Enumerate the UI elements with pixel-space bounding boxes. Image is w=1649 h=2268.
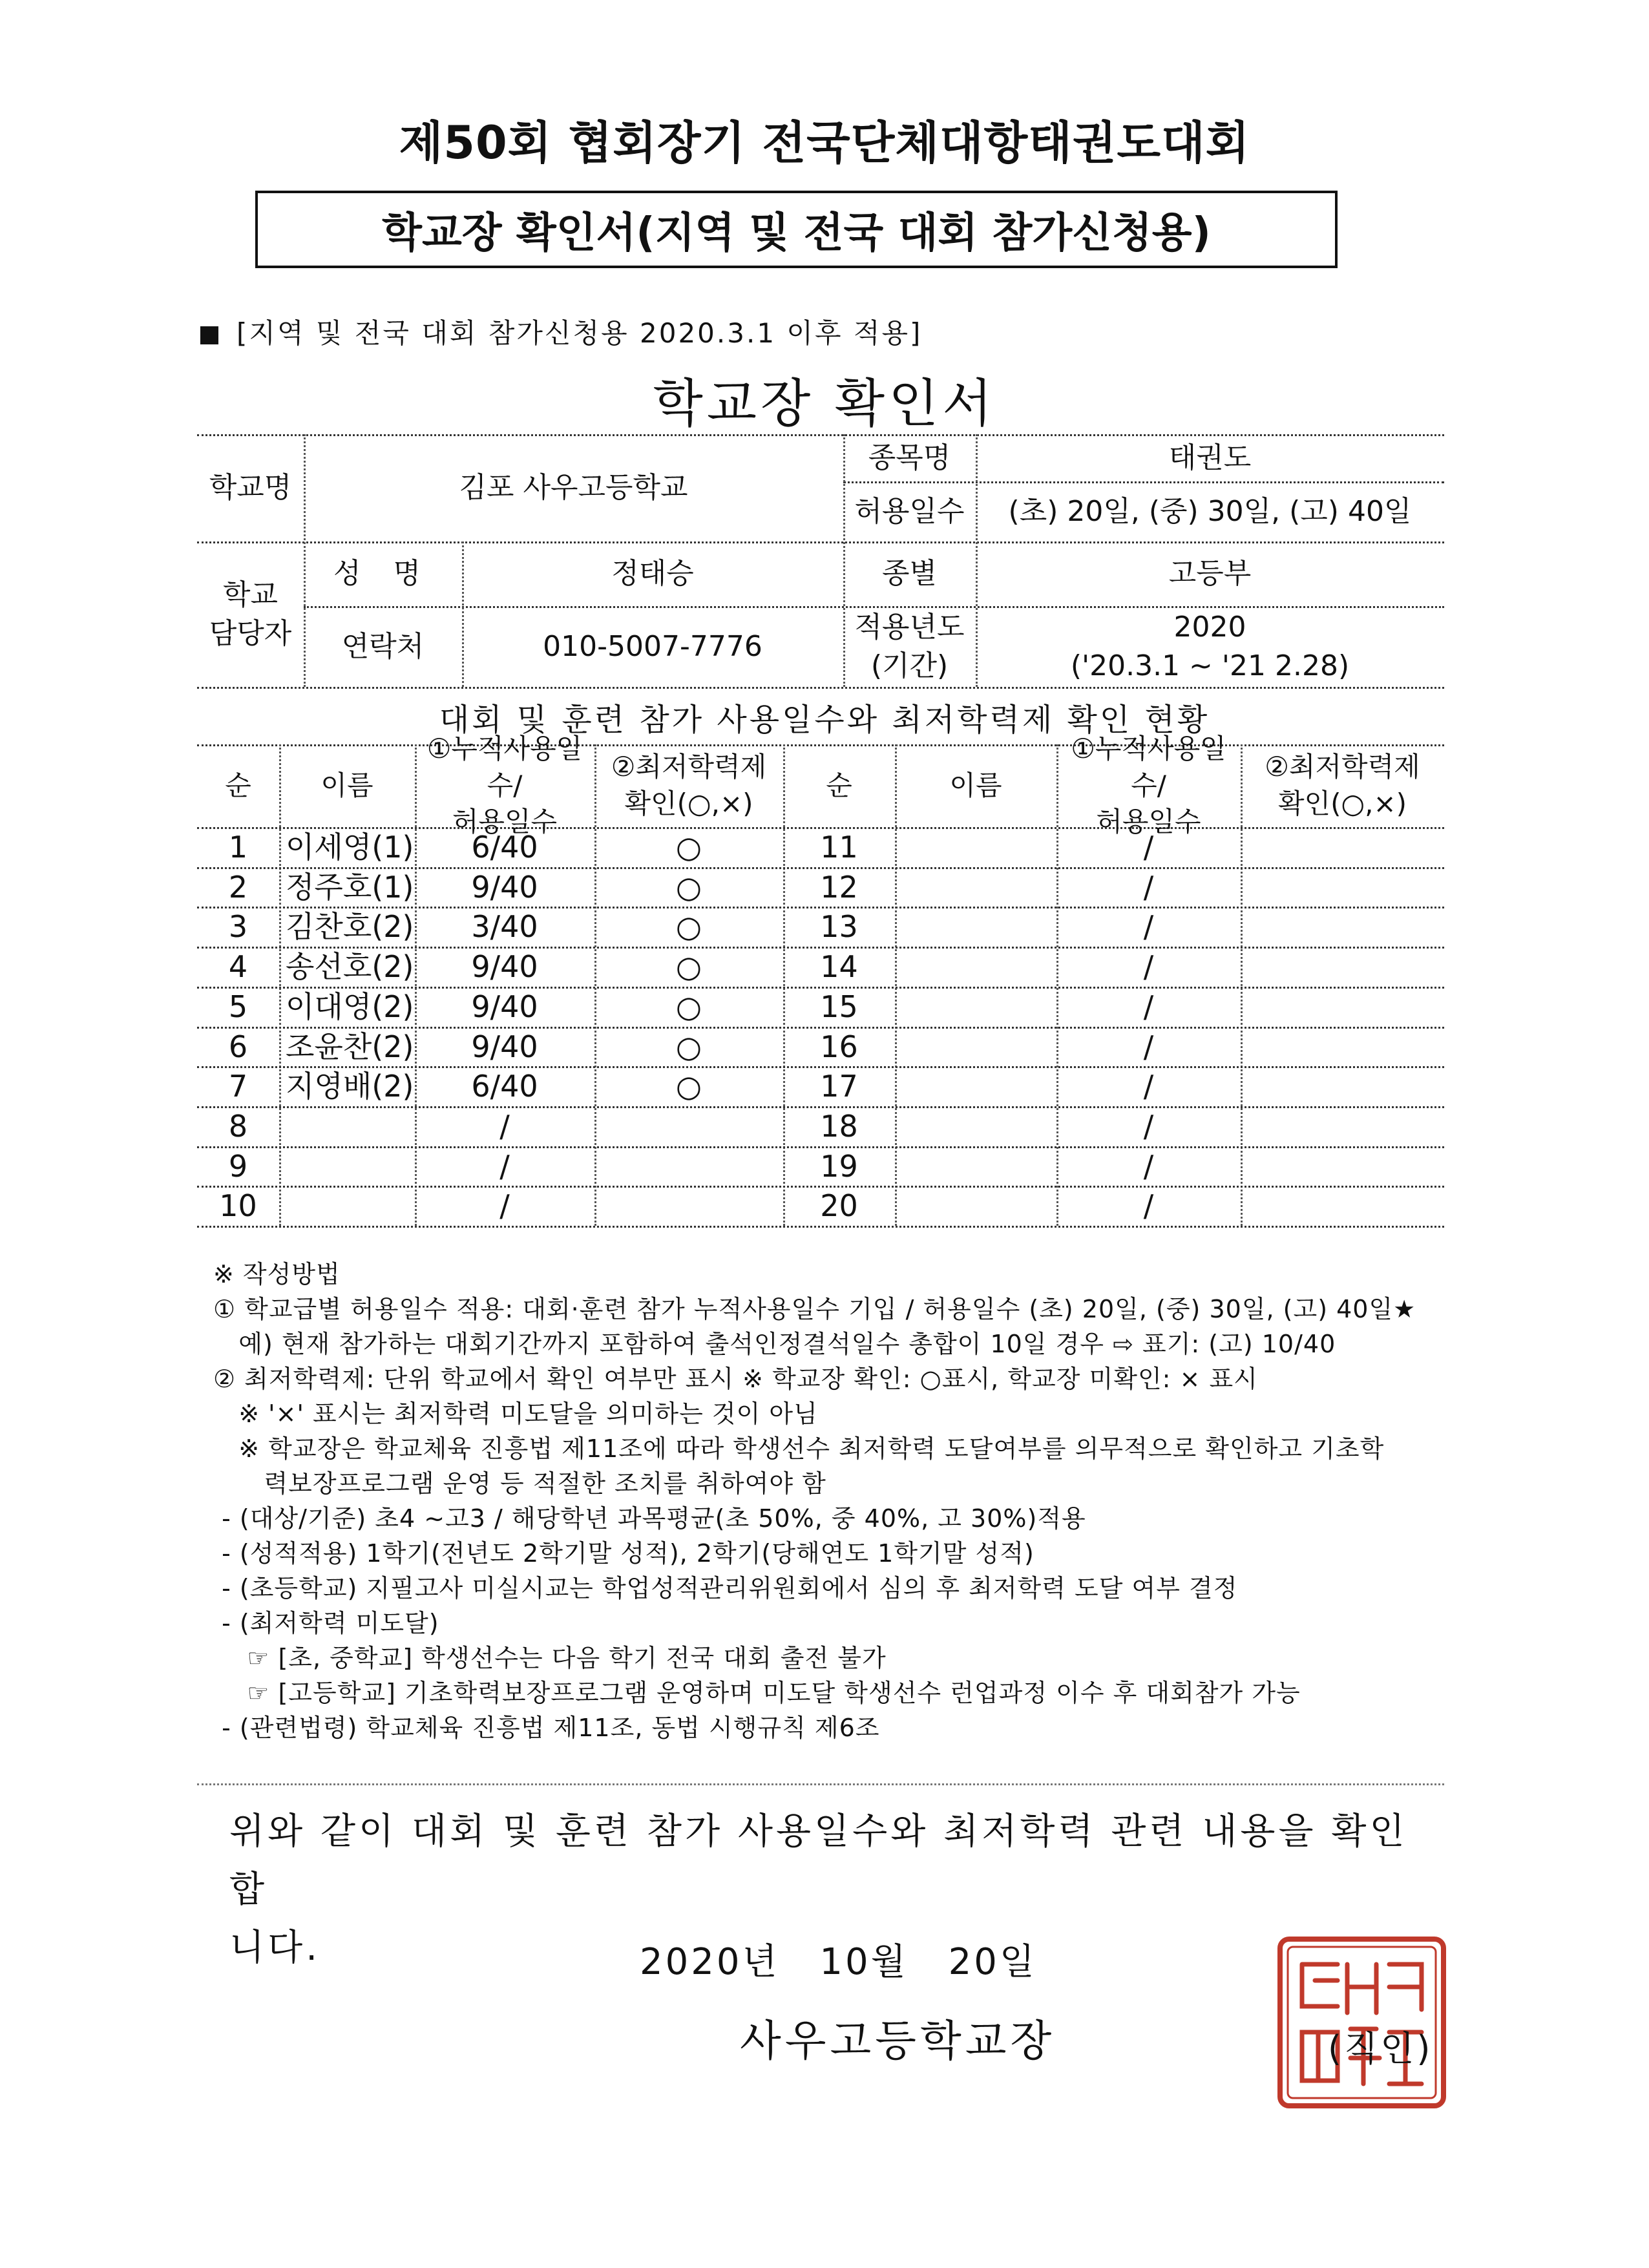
status-heading: 대회 및 훈련 참가 사용일수와 최저학력제 확인 현황: [439, 702, 1210, 738]
instruction-line: ☞ [초, 중학교] 학생선수는 다음 학기 전국 대회 출전 불가: [213, 1644, 887, 1672]
status-cell-name2: [895, 1106, 1063, 1146]
status-cell-days: 9/40: [471, 869, 538, 905]
col-check-line1: ②최저학력제: [611, 751, 767, 783]
status-cell-name: 지영배(2): [286, 1068, 414, 1104]
division-label: 종별: [881, 557, 937, 591]
status-cell-days2: /: [1143, 989, 1154, 1024]
status-cell-name: [279, 1186, 421, 1226]
status-cell-days: /: [499, 1148, 510, 1184]
instruction-line: 예) 현재 참가하는 대회기간까지 포함하여 출석인정결석일수 총합이 10일 경우 ⇨ 표기: (고) 10/40: [213, 1330, 1336, 1358]
status-cell-days: /: [499, 1188, 510, 1223]
status-cell-name2: [895, 1186, 1063, 1226]
col-check: [594, 744, 783, 827]
status-cell-check2: [1241, 1027, 1444, 1067]
col-check-line2: 확인(○,×): [624, 788, 753, 819]
status-cell-days2: /: [1143, 1108, 1154, 1144]
year-value: [976, 606, 1444, 687]
col-days-2-line1: ①누적사용일수/: [1071, 732, 1226, 801]
sport-value: 태권도: [1168, 441, 1252, 474]
status-cell-no2: 12: [820, 869, 858, 905]
status-cell-no2: 15: [820, 989, 858, 1024]
division-value: 고등부: [1168, 557, 1252, 591]
instructions: [213, 1257, 1467, 1745]
manager-label: [197, 541, 304, 687]
status-cell-check: ○: [675, 1068, 702, 1104]
contact-value: 010-5007-7776: [543, 629, 762, 663]
status-cell-days2: /: [1143, 829, 1154, 865]
status-cell-no2: 13: [820, 908, 858, 944]
col-days-line2: 허용일수: [452, 806, 558, 838]
status-cell-no: 2: [228, 869, 248, 905]
col-check-2-line2: 확인(○,×): [1277, 788, 1407, 819]
status-cell-days2: /: [1143, 869, 1154, 905]
manager-name: 정태승: [611, 557, 694, 591]
status-cell-days: /: [499, 1108, 510, 1144]
status-cell-name2: [895, 1146, 1063, 1186]
status-cell-no2: 20: [820, 1188, 858, 1223]
instruction-line: ※ 학교장은 학교체육 진흥법 제11조에 따라 학생선수 최저학력 도달여부를 의무적으로 확인하고 기초학: [213, 1434, 1385, 1463]
notice-line: [200, 312, 922, 351]
status-cell-check2: [1241, 907, 1444, 947]
status-cell-check2: [1241, 947, 1444, 987]
col-no: 순: [225, 769, 251, 801]
status-cell-check: ○: [675, 1029, 702, 1064]
status-cell-days: 9/40: [471, 949, 538, 984]
year-label-line1: 적용년도: [854, 611, 965, 644]
status-cell-name2: [895, 987, 1063, 1027]
confirmation-line1: 위와 같이 대회 및 훈련 참가 사용일수와 최저학력 관련 내용을 확인합: [229, 1811, 1408, 1911]
year: 2020: [1173, 611, 1246, 644]
instruction-line: ※ 작성방법: [213, 1260, 341, 1288]
status-cell-name: 정주호(1): [286, 869, 414, 905]
school-name-value: 김포 사우고등학교: [459, 471, 688, 505]
status-cell-no2: 11: [820, 829, 858, 865]
instruction-line: ※ '×' 표시는 최저학력 미도달을 의미하는 것이 아님: [213, 1400, 818, 1428]
col-days-2: [1056, 732, 1241, 838]
col-no-2: 순: [826, 769, 852, 801]
status-cell-days2: /: [1143, 1148, 1154, 1184]
status-cell-no: 9: [228, 1148, 248, 1184]
period: ('20.3.1 ~ '21 2.28): [1070, 649, 1350, 682]
instruction-line: 력보장프로그램 운영 등 적절한 조치를 취하여야 함: [213, 1469, 826, 1498]
status-cell-name: [279, 1146, 421, 1186]
status-cell-no: 10: [219, 1188, 257, 1223]
status-cell-days: 6/40: [471, 829, 538, 865]
name-label: 성 명: [333, 557, 432, 591]
school-name-label: 학교명: [209, 471, 292, 505]
instruction-line: ① 학교급별 허용일수 적용: 대회·훈련 참가 누적사용일수 기입 / 허용일수 (초) 20일, (중) 30일, (고) 40일★: [213, 1295, 1416, 1323]
status-cell-check2: [1241, 987, 1444, 1027]
status-cell-check: [594, 1186, 783, 1226]
status-cell-check2: [1241, 1186, 1444, 1226]
col-days-line1: ①누적사용일수/: [426, 732, 583, 801]
status-cell-no: 3: [228, 908, 248, 944]
status-cell-no2: 16: [820, 1029, 858, 1064]
instruction-line: - (관련법령) 학교체육 진흥법 제11조, 동법 시행규칙 제6조: [213, 1714, 880, 1742]
status-cell-no: 4: [228, 949, 248, 984]
event-title: 제50회 협회장기 전국단체대항태권도대회: [399, 116, 1250, 169]
instruction-line: - (성적적용) 1학기(전년도 2학기말 성적), 2학기(당해연도 1학기말 성적): [213, 1539, 1035, 1568]
year-label: [843, 606, 976, 687]
divider: [197, 1783, 1444, 1785]
status-cell-name: 김찬호(2): [286, 908, 414, 944]
status-cell-check: ○: [675, 908, 702, 944]
col-days: [415, 732, 594, 838]
status-cell-days2: /: [1143, 1188, 1154, 1223]
status-cell-check2: [1241, 1106, 1444, 1146]
status-cell-no: 7: [228, 1068, 248, 1104]
notice-text: [지역 및 전국 대회 참가신청용 2020.3.1 이후 적용]: [236, 317, 923, 349]
status-cell-name: [279, 1106, 421, 1146]
status-cell-days: 6/40: [471, 1068, 538, 1104]
instruction-line: ☞ [고등학교] 기초학력보장프로그램 운영하며 미도달 학생선수 런업과정 이수 후 대회참가 가능: [213, 1679, 1301, 1707]
status-cell-check: ○: [675, 869, 702, 905]
instruction-line: - (최저학력 미도달): [213, 1609, 439, 1637]
status-cell-name: 송선호(2): [286, 949, 414, 984]
status-cell-days2: /: [1143, 1068, 1154, 1104]
status-cell-no: 6: [228, 1029, 248, 1064]
seal-label: (직인): [1328, 2028, 1433, 2069]
square-bullet-icon: [200, 326, 218, 344]
status-cell-days: 9/40: [471, 989, 538, 1024]
instruction-line: - (대상/기준) 초4 ~고3 / 해당학년 과목평균(초 50%, 중 40%, 고 30%)적용: [213, 1504, 1086, 1533]
document-title: 학교장 확인서(지역 및 전국 대회 참가신청용): [382, 209, 1211, 257]
status-cell-name2: [895, 867, 1063, 907]
status-cell-no2: 19: [820, 1148, 858, 1184]
status-cell-check: ○: [675, 949, 702, 984]
status-cell-name2: [895, 1066, 1063, 1106]
year-label-line2: (기간): [870, 649, 949, 682]
status-cell-days2: /: [1143, 1029, 1154, 1064]
status-cell-check2: [1241, 1066, 1444, 1106]
status-cell-days2: /: [1143, 908, 1154, 944]
status-cell-name2: [895, 907, 1063, 947]
allowed-days-value: (초) 20일, (중) 30일, (고) 40일: [1008, 494, 1412, 528]
status-cell-check: ○: [675, 989, 702, 1024]
status-cell-days: 9/40: [471, 1029, 538, 1064]
allowed-days-label: 허용일수: [854, 494, 965, 528]
col-name-2: 이름: [949, 769, 1002, 801]
status-cell-no2: 14: [820, 949, 858, 984]
status-cell-check: [594, 1106, 783, 1146]
col-days-2-line2: 허용일수: [1096, 806, 1201, 838]
instruction-line: - (초등학교) 지필고사 미실시교는 학업성적관리위원회에서 심의 후 최저학력 도달 여부 결정: [213, 1574, 1238, 1602]
status-cell-name2: [895, 947, 1063, 987]
status-cell-check: [594, 1146, 783, 1186]
manager-label-line2: 담당자: [209, 616, 292, 650]
status-cell-name: 이세영(1): [286, 829, 414, 865]
instruction-line: ② 최저학력제: 단위 학교에서 확인 여부만 표시 ※ 학교장 확인: ○표시, 학교장 미확인: × 표시: [213, 1365, 1258, 1393]
col-check-2-line1: ②최저학력제: [1265, 751, 1420, 783]
status-cell-no: 1: [228, 829, 248, 865]
col-name: 이름: [320, 769, 373, 801]
principal-name: 사우고등학교장: [740, 2016, 1056, 2066]
status-cell-check2: [1241, 1146, 1444, 1186]
manager-label-line1: 학교: [222, 578, 278, 612]
status-cell-name: 이대영(2): [286, 989, 414, 1024]
form-title: 학교장 확인서: [653, 373, 996, 434]
confirmation-date: 2020년 10월 20일: [640, 1941, 1037, 1983]
status-cell-check2: [1241, 867, 1444, 907]
row-divider: [197, 1226, 1444, 1228]
document-title-box: [255, 191, 1338, 268]
status-cell-name: 조윤찬(2): [286, 1029, 414, 1064]
status-cell-check: ○: [675, 829, 702, 865]
status-cell-no: 5: [228, 989, 248, 1024]
status-cell-days: 3/40: [471, 908, 538, 944]
col-check-2: [1241, 744, 1444, 827]
status-cell-no2: 17: [820, 1068, 858, 1104]
status-cell-no: 8: [228, 1108, 248, 1144]
sport-label: 종목명: [868, 441, 951, 474]
confirmation-line2: 니다.: [229, 1927, 320, 1969]
status-cell-days2: /: [1143, 949, 1154, 984]
status-cell-name2: [895, 1027, 1063, 1067]
contact-label: 연락처: [341, 629, 425, 663]
status-cell-check2: [1241, 827, 1444, 867]
status-cell-no2: 18: [820, 1108, 858, 1144]
status-cell-name2: [895, 827, 1063, 867]
